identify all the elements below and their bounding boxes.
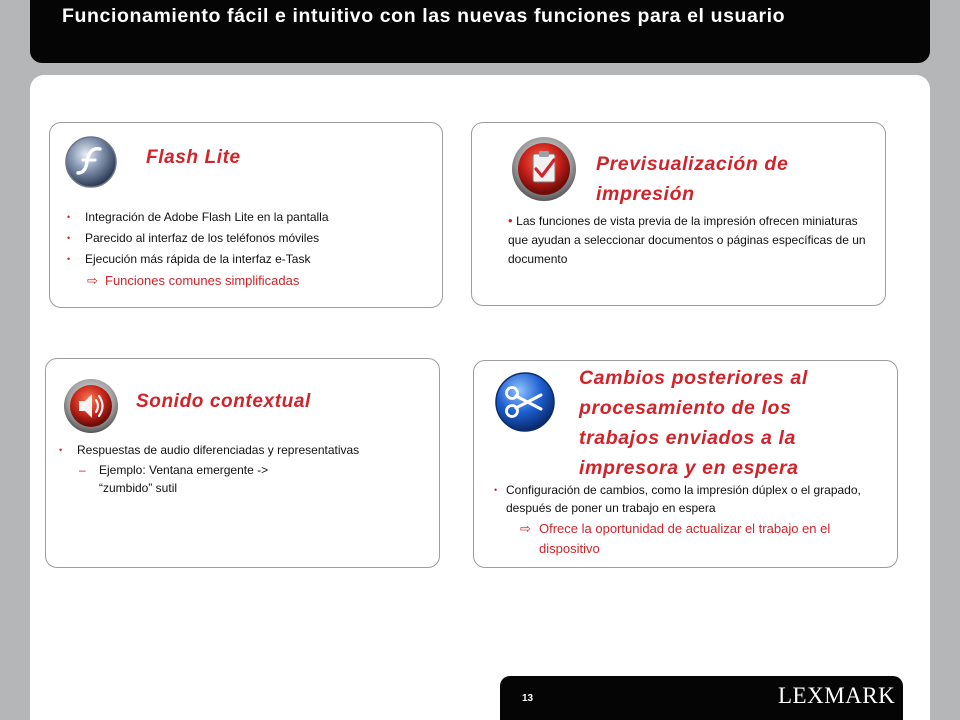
- lexmark-logo: LEXMARK: [778, 683, 896, 708]
- arrow-right-icon: ⇨: [520, 521, 531, 536]
- slide-header: [30, 0, 930, 63]
- list-item: • Configuración de cambios, como la impresión dúplex o el grapado, después de poner un trabajo en espera: [494, 483, 861, 515]
- speaker-icon: [62, 377, 120, 440]
- list-item: • Las funciones de vista previa de la impresión ofrecen miniaturas que ayudan a seleccionar documentos o páginas específicas de un documento: [508, 213, 866, 266]
- card-title-post-processing-changes: Cambios posteriores al procesamiento de los trabajos enviados a la impresora y en espera: [579, 367, 808, 479]
- card-title-flash-lite: Flash Lite: [146, 147, 241, 168]
- list-item: • Integración de Adobe Flash Lite en la pantalla: [67, 210, 329, 224]
- list-item: • Respuestas de audio diferenciadas y representativas: [59, 443, 360, 457]
- flash-highlight: ⇨ Funciones comunes simplificadas: [67, 270, 437, 291]
- list-item: • Parecido al interfaz de los teléfonos móviles: [67, 231, 320, 245]
- card-title-print-preview: Previsualización de impresión: [596, 153, 789, 205]
- sound-bullet-list: [59, 441, 429, 497]
- list-item: – Ejemplo: Ventana emergente -> “zumbido” sutil: [79, 463, 269, 495]
- card-print-preview: [471, 122, 886, 306]
- flash-bullet-list: [67, 207, 437, 291]
- scissors-icon: [494, 371, 556, 438]
- clipboard-check-icon: [510, 135, 578, 208]
- list-item: • Ejecución más rápida de la interfaz e-Task: [67, 252, 311, 266]
- slide-title: Funcionamiento fácil e intuitivo con las nuevas funciones para el usuario: [62, 5, 786, 27]
- changes-highlight: ⇨ Ofrece la oportunidad de actualizar el trabajo en el dispositivo: [520, 521, 831, 556]
- card-title-contextual-sound: Sonido contextual: [136, 391, 311, 412]
- changes-bullet-list: [494, 481, 884, 559]
- card-contextual-sound: [45, 358, 440, 568]
- arrow-right-icon: ⇨: [87, 273, 98, 288]
- flash-lite-icon: [64, 135, 118, 194]
- preview-text: [508, 211, 878, 269]
- slide-footer: [500, 676, 903, 720]
- card-post-processing-changes: [473, 360, 898, 568]
- card-flash-lite: [49, 122, 443, 308]
- page-number: 13: [522, 693, 534, 704]
